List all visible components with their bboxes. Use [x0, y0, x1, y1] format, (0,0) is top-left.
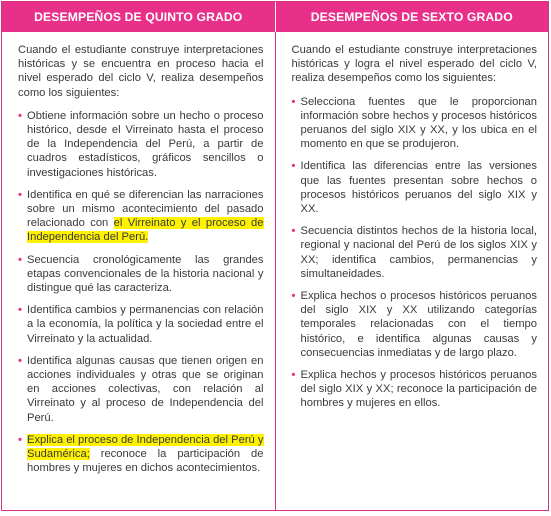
sexto-list — [292, 95, 538, 411]
item-text: reconoce la participación de hombres y mujeres en dichos acontecimientos. — [27, 448, 264, 475]
list-item — [18, 433, 264, 476]
performance-table — [1, 1, 549, 511]
list-item — [18, 354, 264, 425]
item-text: Obtiene información sobre un hecho o proceso histórico, desde el Virreinato hasta el proceso de la Independencia del Perú, a partir de cuadros estadísticos, gráficos sencillos o investigaciones históricas. — [27, 109, 264, 179]
list-item — [292, 95, 538, 152]
item-text: Explica hechos o procesos históricos peruanos del siglo XIX y XX utilizando categorías temporales relacionadas con el tiempo histórico, e identifica algunas causas y consecuencias inmediatas y de largo plazo. — [300, 290, 537, 359]
column-quinto-grado — [2, 32, 275, 510]
list-item — [292, 368, 538, 411]
item-text: Identifica cambios y permanencias con relación a la economía, la política y la sociedad entre el Virreinato y la actualidad. — [27, 304, 264, 345]
item-text: Explica hechos y procesos históricos peruanos del siglo XIX y XX; reconoce la participación de hombres y mujeres en ellos. — [300, 369, 537, 410]
list-item — [292, 159, 538, 216]
item-text: Secuencia cronológicamente las grandes etapas convencionales de la historia nacional y distingue qué las caracteriza. — [27, 253, 264, 295]
item-text: Identifica algunas causas que tienen origen en acciones individuales y otras que se originan en acciones colectivas, con relación al Virreinato y al proceso de Independencia del Perú. — [27, 354, 264, 424]
highlighted-text: el Virreinato y el proceso de Independencia del Perú. — [27, 217, 264, 244]
header-sexto-grado: DESEMPEÑOS DE SEXTO GRADO — [275, 2, 549, 32]
list-item — [292, 224, 538, 281]
item-text: Selecciona fuentes que le proporcionan información sobre hechos y procesos históricos peruanos del siglo XIX y XX, y los ubica en el momento en que se produjeron. — [300, 95, 537, 151]
table-body — [2, 32, 548, 510]
item-text: Identifica las diferencias entre las versiones que las fuentes presentan sobre hechos o procesos históricos peruanos del siglo XIX y XX. — [300, 160, 537, 216]
highlighted-text: Explica el proceso de Independencia del Perú y Sudamérica; — [27, 433, 264, 461]
sexto-intro: Cuando el estudiante construye interpretaciones históricas y logra el nivel esperado del ciclo V, realiza desempeños como los siguientes: — [291, 44, 537, 85]
column-sexto-grado — [275, 32, 549, 510]
quinto-intro: Cuando el estudiante construye interpretaciones históricas y se encuentra en proceso hacia el nivel esperado del ciclo V, realiza desempeños como los siguientes: — [18, 44, 264, 99]
quinto-list — [18, 109, 264, 476]
list-item — [18, 109, 264, 180]
list-item — [18, 253, 264, 296]
header-quinto-grado: DESEMPEÑOS DE QUINTO GRADO — [34, 10, 243, 24]
list-item — [18, 188, 264, 245]
item-text: Secuencia distintos hechos de la historia local, regional y nacional del Perú de los siglos XIX y XX; identifica cambios, permanencias y simultaneidades. — [300, 225, 537, 280]
list-item — [18, 303, 264, 346]
table-header — [2, 2, 548, 32]
list-item — [292, 289, 538, 360]
item-text: Identifica en qué se diferencian las narraciones sobre un mismo acontecimiento del pasado relacionado con — [27, 188, 264, 230]
